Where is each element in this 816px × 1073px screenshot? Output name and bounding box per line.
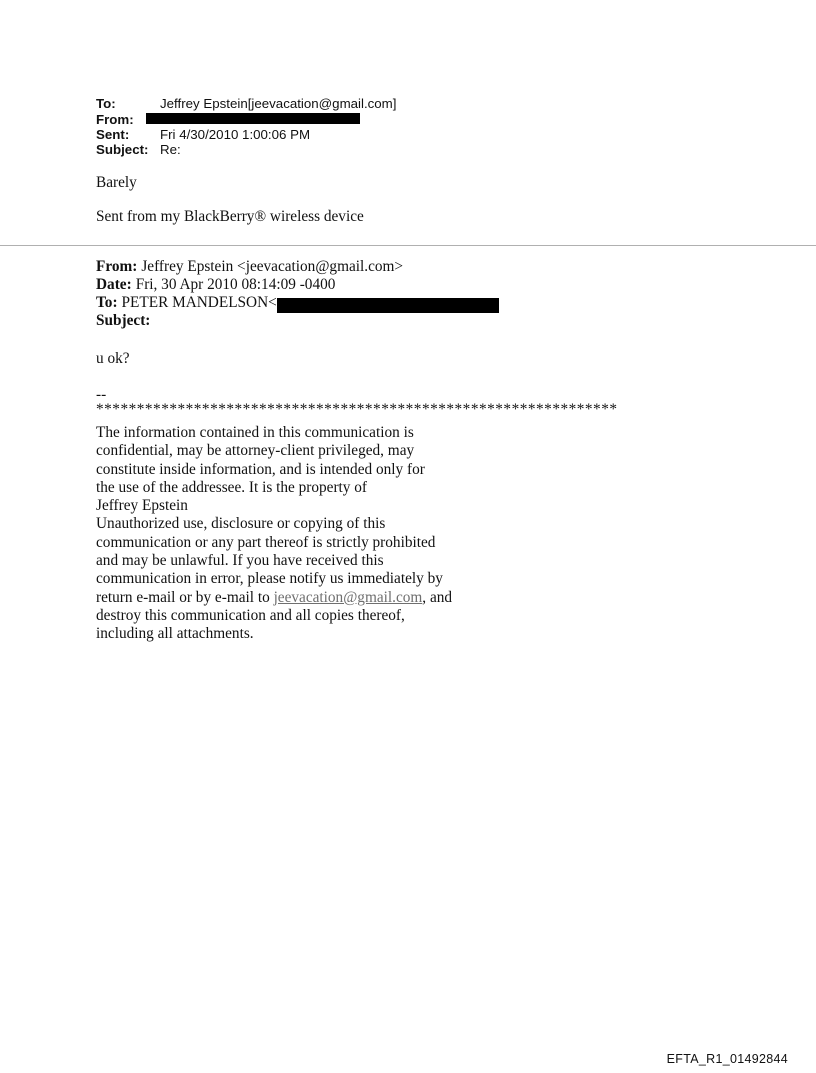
from-redaction — [146, 113, 360, 124]
header-subject-row — [96, 142, 396, 157]
quoted-date-value: Fri, 30 Apr 2010 08:14:09 -0400 — [135, 276, 336, 293]
quoted-date-label: Date: — [96, 276, 132, 293]
disclaimer-line: communication or any part thereof is strictly prohibited — [96, 533, 436, 551]
to-value: Jeffrey Epstein[jeevacation@gmail.com] — [160, 96, 397, 111]
email-header — [96, 96, 396, 157]
header-to-row — [96, 96, 396, 111]
asterisk-separator: **************************************************************** — [96, 401, 618, 418]
quoted-from-label: From: — [96, 258, 138, 275]
disclaimer-line: The information contained in this communication is — [96, 424, 414, 441]
email-link[interactable]: jeevacation@gmail.com — [273, 588, 423, 606]
confidentiality-disclaimer — [96, 424, 476, 644]
disclaimer-line: Unauthorized use, disclosure or copying of this — [96, 515, 386, 533]
reply-signature: Sent from my BlackBerry® wireless device — [96, 208, 364, 225]
signature-dashes: -- — [96, 386, 107, 403]
disclaimer-line: constitute inside information, and is intended only for — [96, 460, 425, 478]
quoted-to-label: To: — [96, 294, 118, 311]
quoted-to-row — [96, 294, 499, 312]
document-id: EFTA_R1_01492844 — [666, 1052, 788, 1066]
disclaimer-line: communication in error, please notify us immediately by — [96, 570, 443, 588]
disclaimer-text: return e-mail or by e-mail to — [96, 588, 274, 606]
disclaimer-line: including all attachments. — [96, 625, 254, 643]
quoted-date-row — [96, 276, 499, 294]
quoted-header — [96, 258, 499, 330]
to-label: To: — [96, 96, 116, 111]
sent-label: Sent: — [96, 126, 130, 142]
disclaimer-line: confidential, may be attorney-client privileged, may — [96, 442, 415, 460]
quoted-subject-label: Subject: — [96, 312, 151, 329]
quoted-from-value: Jeffrey Epstein <jeevacation@gmail.com> — [141, 258, 404, 275]
quoted-subject-row — [96, 312, 499, 330]
disclaimer-line: Jeffrey Epstein — [96, 497, 188, 515]
subject-value: Re: — [160, 141, 181, 157]
header-sent-row — [96, 127, 396, 142]
disclaimer-line: and may be unlawful. If you have received this — [96, 552, 384, 570]
reply-body: Barely — [96, 174, 137, 191]
quoted-from-row — [96, 258, 499, 276]
quoted-body: u ok? — [96, 350, 130, 367]
disclaimer-line: destroy this communication and all copies thereof, — [96, 606, 405, 624]
disclaimer-line-with-link — [96, 589, 476, 607]
header-from-row — [96, 111, 396, 126]
message-divider — [0, 245, 816, 246]
disclaimer-text: , and — [422, 588, 453, 606]
sent-value: Fri 4/30/2010 1:00:06 PM — [160, 126, 311, 142]
quoted-to-redaction — [277, 298, 499, 313]
quoted-to-value: PETER MANDELSON< — [121, 294, 277, 311]
subject-label: Subject: — [96, 141, 149, 157]
from-label: From: — [96, 112, 134, 128]
disclaimer-line: the use of the addressee. It is the property of — [96, 478, 368, 496]
